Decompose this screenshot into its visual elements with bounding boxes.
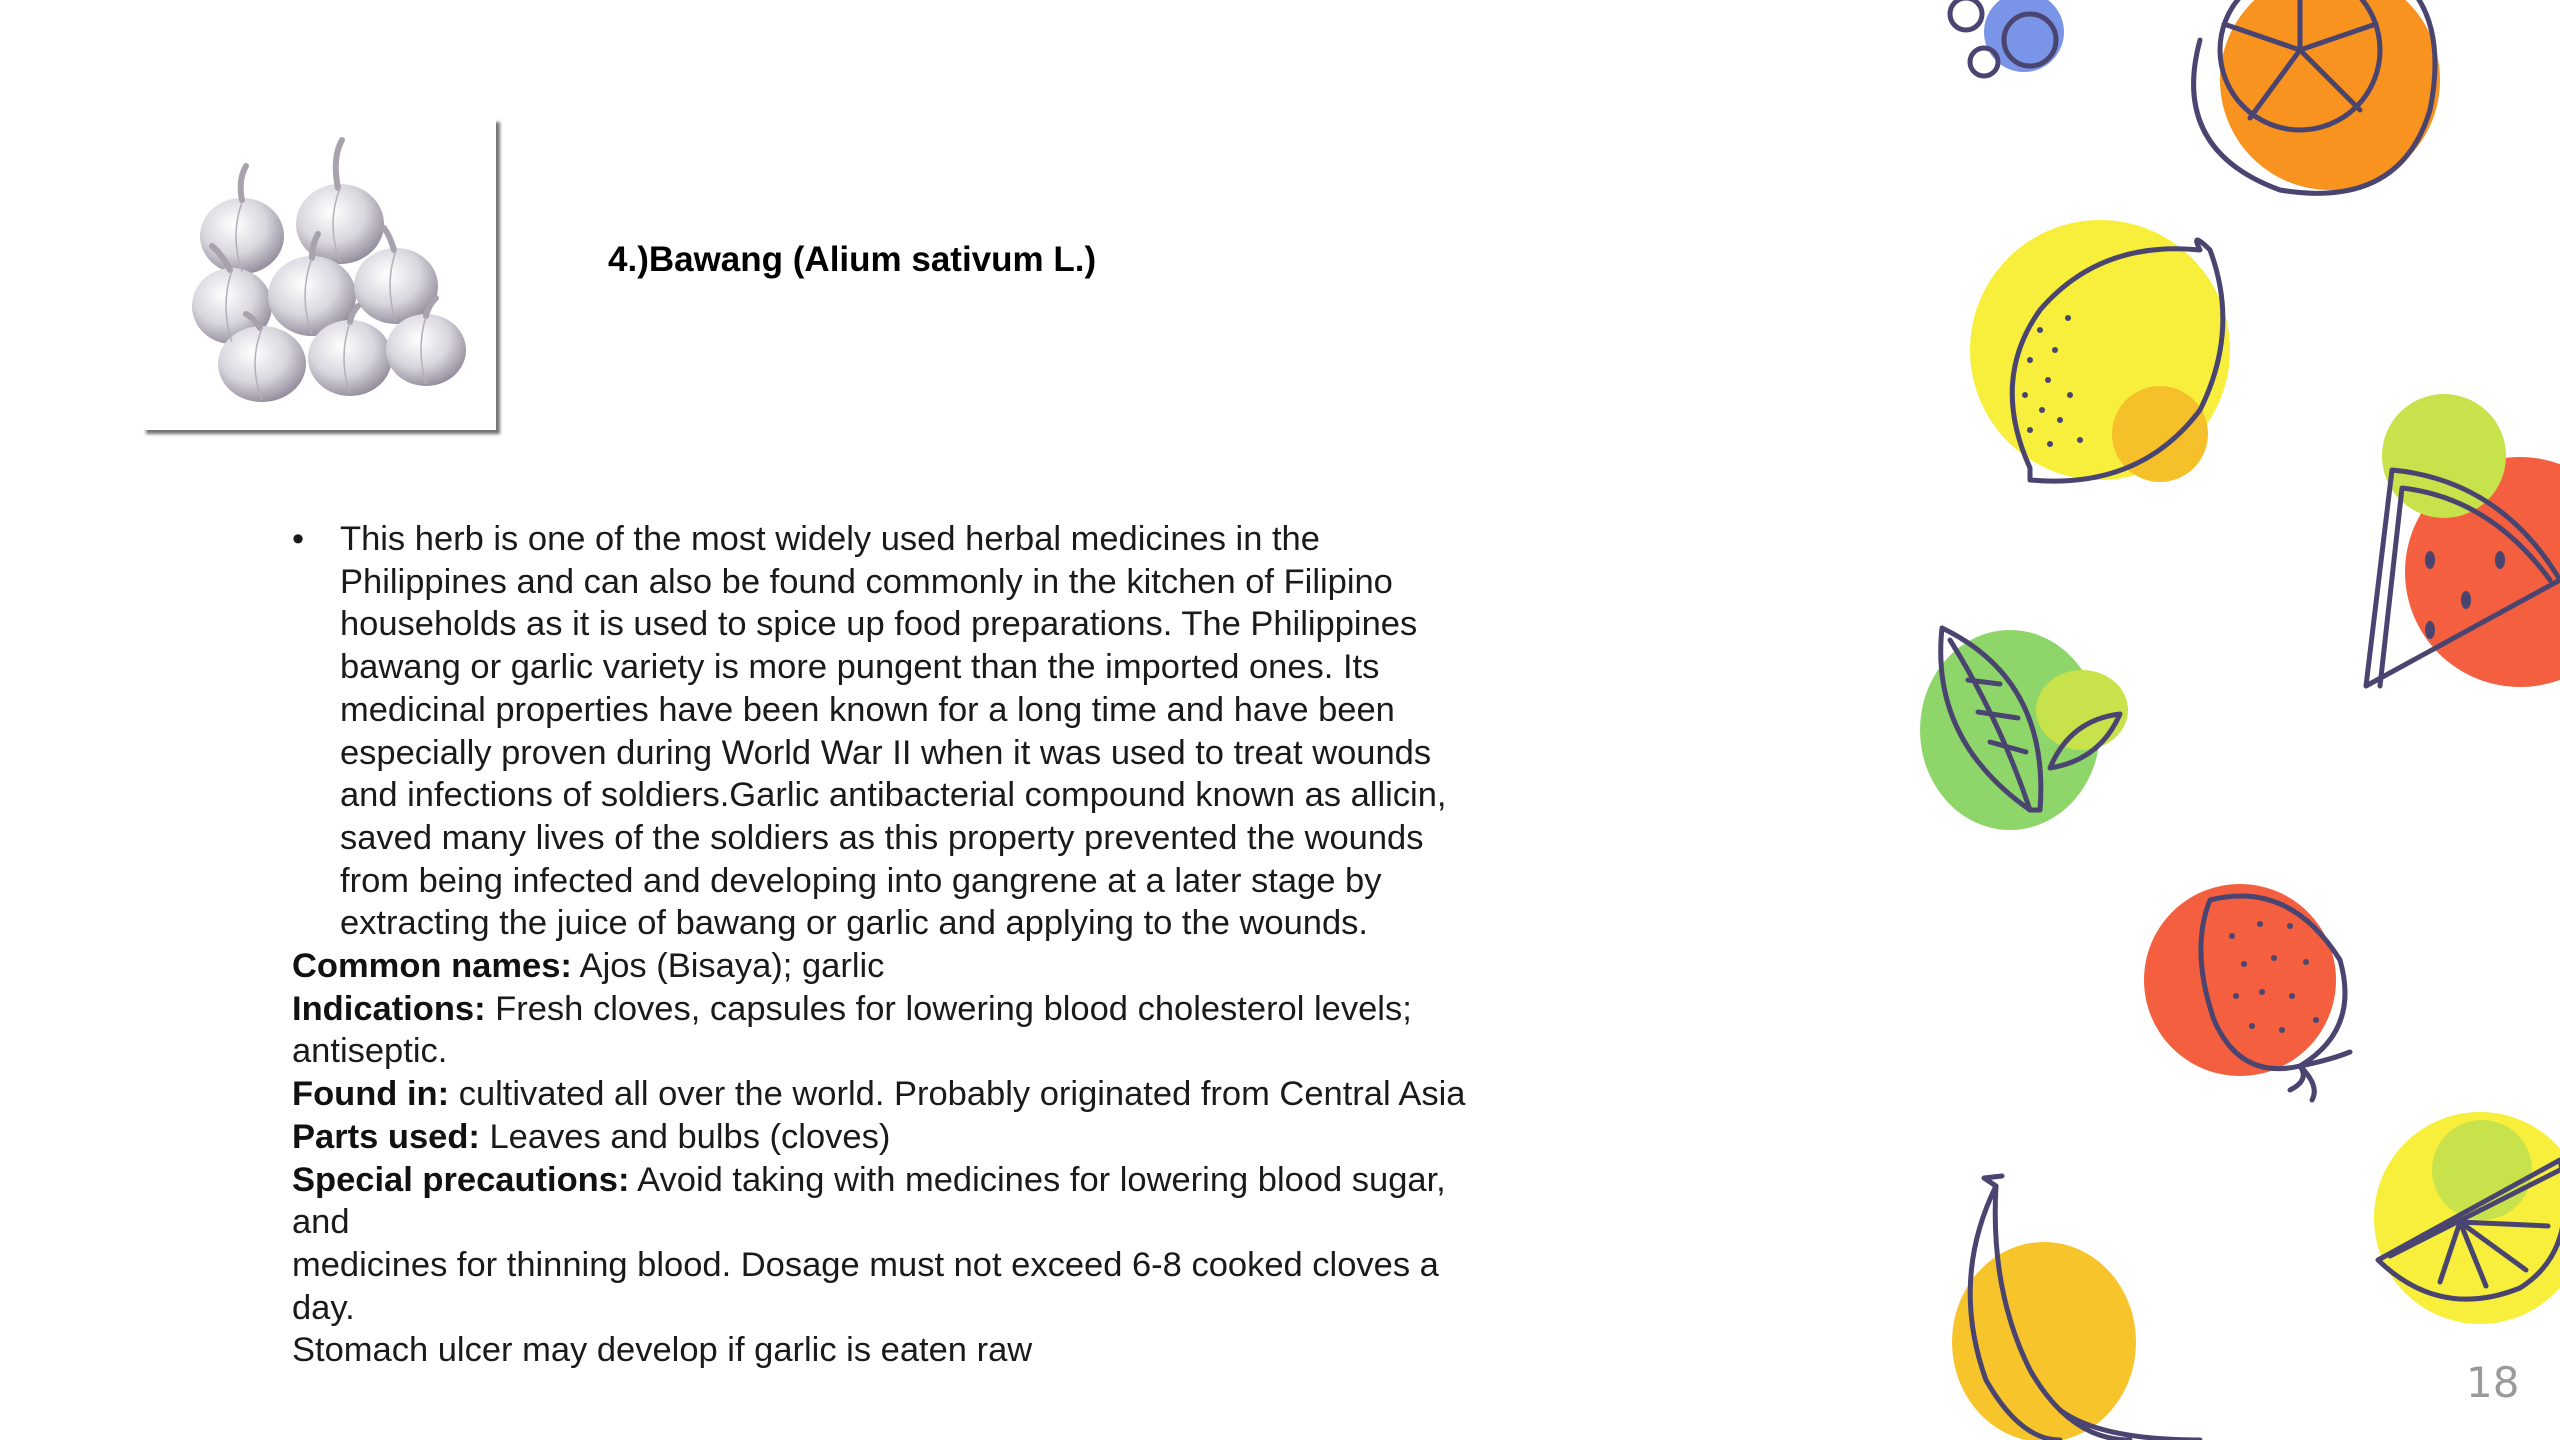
indications-continued: antiseptic. <box>292 1032 448 1071</box>
parts-used-label: Parts used: <box>292 1117 480 1156</box>
page-number: 18 <box>2466 1358 2520 1407</box>
bullet-line: households as it is used to spice up food preparations. The Philippines <box>340 605 1418 644</box>
orange-slice-icon <box>2194 0 2440 193</box>
special-precautions-line: and <box>292 1203 350 1242</box>
strawberry-icon <box>2144 884 2350 1100</box>
special-precautions-line: Stomach ulcer may develop if garlic is eaten raw <box>292 1331 1033 1370</box>
common-names-label: Common names: <box>292 947 572 986</box>
bullet-line: extracting the juice of bawang or garlic and applying to the wounds. <box>340 904 1368 943</box>
found-in-label: Found in: <box>292 1075 450 1114</box>
indications-value: Fresh cloves, capsules for lowering blood cholesterol levels; <box>485 989 1412 1028</box>
bullet-line: saved many lives of the soldiers as this property prevented the wounds <box>340 818 1424 857</box>
bullet-line: medicinal properties have been known for a long time and have been <box>340 690 1395 729</box>
bullet-marker: • <box>292 520 305 558</box>
lemon-icon <box>1970 220 2230 482</box>
indications-label: Indications: <box>292 989 486 1028</box>
common-names-value: Ajos (Bisaya); garlic <box>571 947 885 986</box>
leaf-icon <box>1920 628 2128 830</box>
bullet-line: and infections of soldiers.Garlic antibacterial compound known as allicin, <box>340 776 1447 815</box>
watermelon-slice-icon <box>2366 394 2560 687</box>
special-precautions-line: day. <box>292 1288 355 1327</box>
special-precautions-label: Special precautions: <box>292 1160 630 1199</box>
bullet-line: This herb is one of the most widely used herbal medicines in the <box>340 520 1320 558</box>
slide-title: 4.)Bawang (Alium sativum L.) <box>608 240 1097 279</box>
parts-used-value: Leaves and bulbs (cloves) <box>479 1117 891 1156</box>
bullet-line: from being infected and developing into gangrene at a later stage by <box>340 861 1382 900</box>
blueberry-icon <box>1950 0 2064 76</box>
bullet-line: bawang or garlic variety is more pungent than the imported ones. Its <box>340 648 1380 687</box>
bullet-line: Philippines and can also be found commonly in the kitchen of Filipino <box>340 562 1393 601</box>
special-precautions-line: medicines for thinning blood. Dosage must not exceed 6-8 cooked cloves a <box>292 1245 1439 1284</box>
found-in-value: cultivated all over the world. Probably originated from Central Asia <box>449 1075 1466 1114</box>
bullet-line: especially proven during World War II when it was used to treat wounds <box>340 733 1432 772</box>
lime-slice-icon <box>2374 1112 2560 1324</box>
banana-icon <box>1952 1176 2200 1440</box>
special-precautions-value: Avoid taking with medicines for lowering blood sugar, <box>629 1160 1446 1199</box>
